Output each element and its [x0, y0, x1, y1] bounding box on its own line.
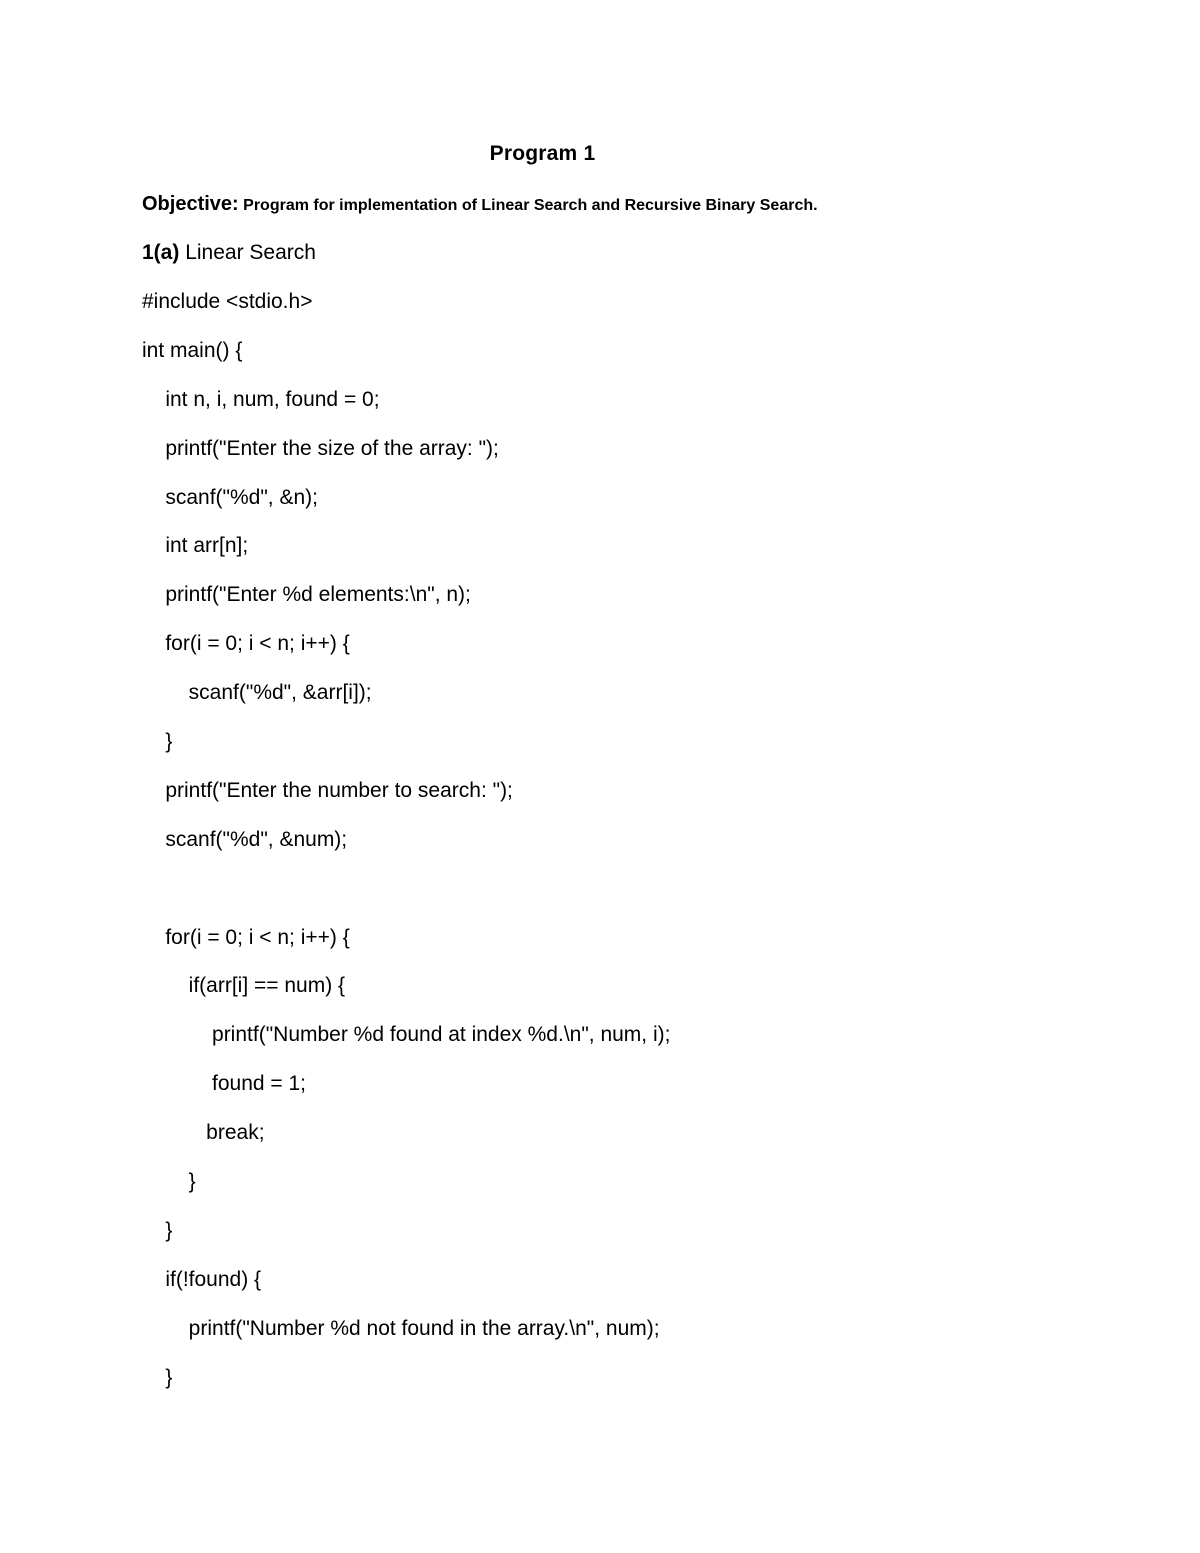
code-line: } [142, 1170, 196, 1194]
code-line: #include <stdio.h> [142, 290, 313, 313]
code-line: scanf("%d", &arr[i]); [142, 681, 372, 705]
code-line: scanf("%d", &n); [142, 485, 318, 509]
code-line: scanf("%d", &num); [142, 827, 348, 851]
objective-line [142, 193, 818, 216]
code-line: int n, i, num, found = 0; [142, 387, 380, 411]
code-line: } [142, 1218, 173, 1242]
code-line: printf("Enter %d elements:\n", n); [142, 583, 471, 607]
code-line: int arr[n]; [142, 534, 249, 558]
code-line-blank [142, 876, 1092, 925]
code-line: printf("Enter the number to search: "); [142, 778, 513, 802]
code-line: int main() { [142, 338, 243, 362]
code-line: for(i = 0; i < n; i++) { [142, 632, 350, 656]
objective-text: Program for implementation of Linear Search and Recursive Binary Search. [243, 197, 818, 214]
code-line: break; [142, 1121, 265, 1145]
section-number: 1(a) [142, 241, 180, 264]
code-line: } [142, 730, 173, 754]
code-line: printf("Number %d found at index %d.\n", num, i); [142, 1023, 671, 1047]
objective-label: Objective: [142, 193, 239, 215]
page-title: Program 1 [489, 142, 596, 165]
code-line: for(i = 0; i < n; i++) { [142, 925, 350, 949]
code-line: if(arr[i] == num) { [142, 974, 346, 998]
code-line: found = 1; [142, 1072, 307, 1096]
section-heading [142, 241, 316, 265]
section-title: Linear Search [185, 241, 316, 264]
code-line: if(!found) { [142, 1267, 262, 1291]
code-line: } [142, 1365, 173, 1389]
code-block [142, 289, 1092, 1413]
code-line: printf("Enter the size of the array: "); [142, 436, 499, 460]
code-line: printf("Number %d not found in the array.\n", num); [142, 1316, 660, 1340]
